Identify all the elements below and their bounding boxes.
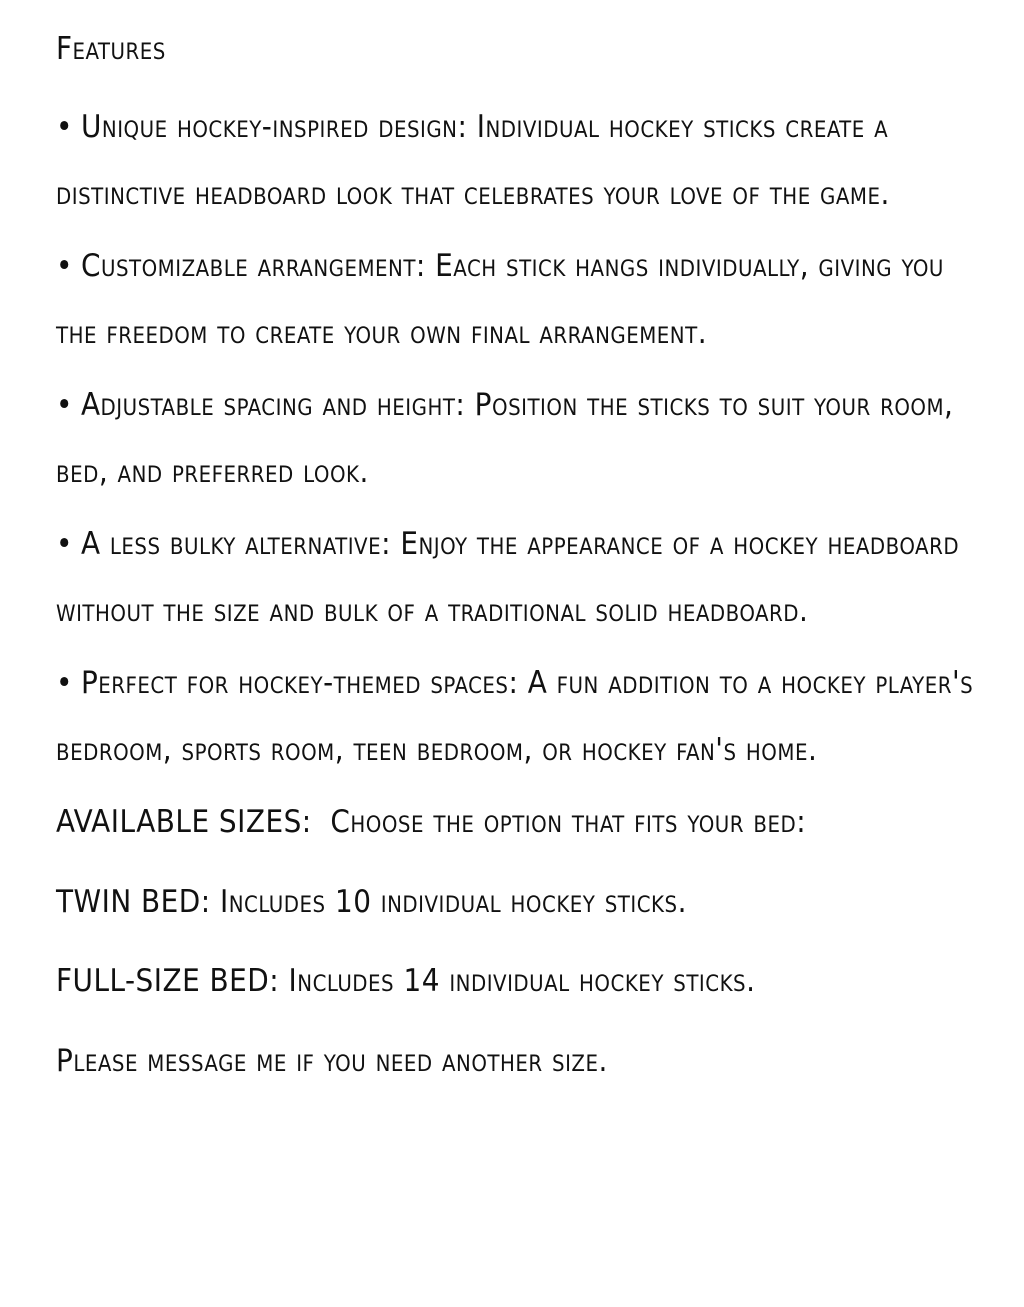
- available-sizes-line: [56, 789, 986, 856]
- bullet-glyph: •: [56, 248, 73, 284]
- feature-text: Adjustable spacing and height: Position the sticks to suit your room, bed, and preferred look.: [56, 387, 954, 490]
- twin-bed-text: Includes 10 individual hockey sticks.: [220, 883, 687, 920]
- twin-bed-line: [56, 869, 986, 936]
- twin-bed-label: TWIN BED:: [56, 883, 211, 920]
- full-bed-label: FULL-SIZE BED:: [56, 963, 280, 999]
- feature-item-spacing: [56, 372, 986, 505]
- feature-item-design: [56, 94, 986, 227]
- bullet-glyph: •: [56, 665, 73, 701]
- feature-text: Customizable arrangement: Each stick hangs individually, giving you the freedom to create your own final arrangement.: [56, 248, 944, 351]
- available-sizes-intro: Choose the option that fits your bed:: [330, 804, 807, 840]
- custom-size-note: Please message me if you need another size.: [56, 1042, 608, 1079]
- listing-description: [56, 26, 986, 1107]
- feature-item-themed-spaces: [56, 650, 986, 783]
- feature-text: Unique hockey-inspired design: Individual hockey sticks create a distinctive headboard look that celebrates your love of the game.: [56, 109, 890, 212]
- feature-text: A less bulky alternative: Enjoy the appearance of a hockey headboard without the size and bulk of a traditional solid headboard.: [56, 526, 960, 629]
- bullet-glyph: •: [56, 387, 73, 423]
- bullet-glyph: •: [56, 526, 73, 562]
- features-heading: Features: [56, 31, 166, 67]
- feature-item-alternative: [56, 511, 986, 644]
- feature-item-arrangement: [56, 233, 986, 366]
- available-sizes-label: AVAILABLE SIZES:: [56, 804, 312, 840]
- full-bed-line: [56, 948, 986, 1015]
- full-bed-text: Includes 14 individual hockey sticks.: [288, 963, 756, 999]
- feature-text: Perfect for hockey-themed spaces: A fun addition to a hockey player's bedroom, sports room, teen bedroom, or hockey fan's home.: [56, 665, 974, 768]
- bullet-glyph: •: [56, 109, 73, 145]
